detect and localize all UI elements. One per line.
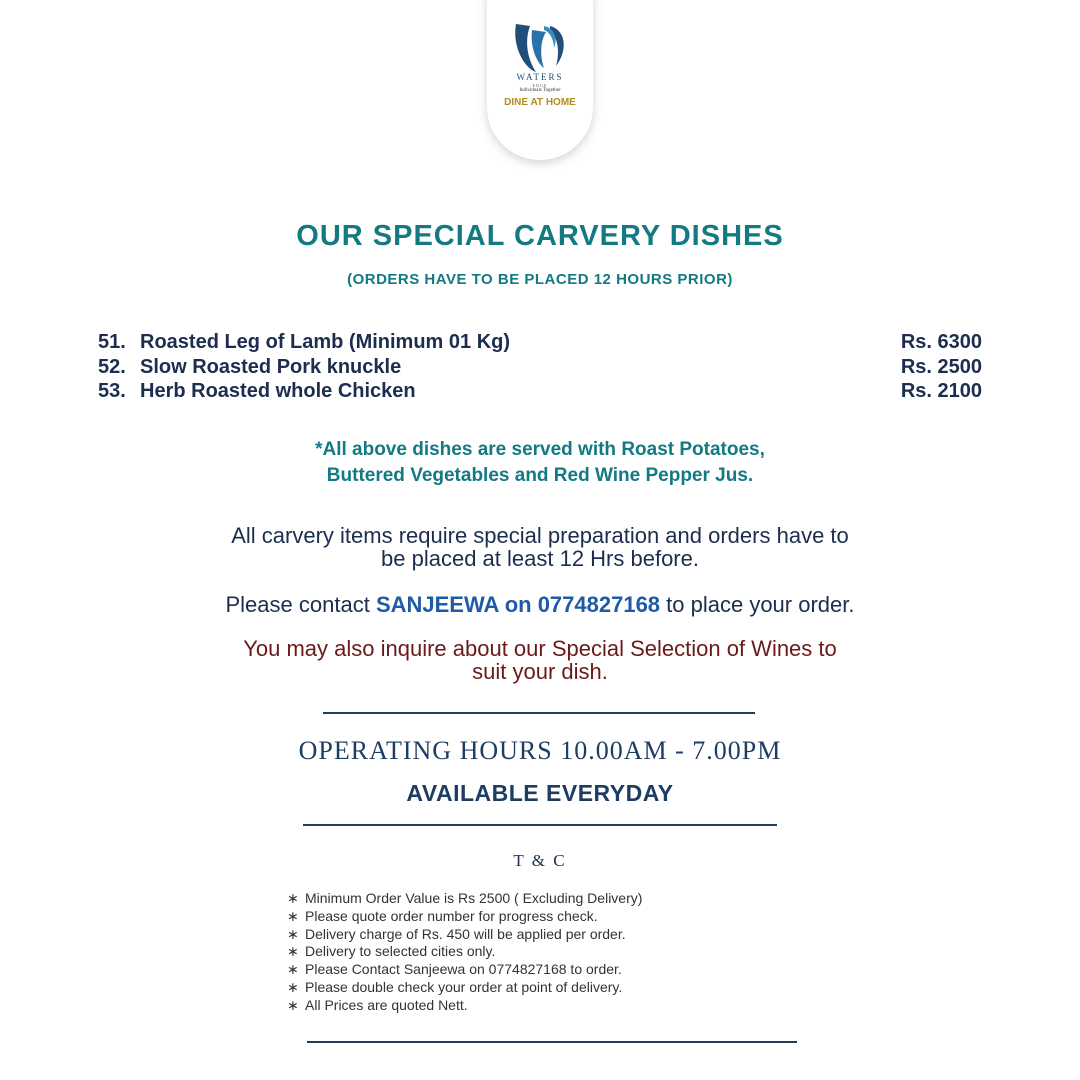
dish-name: Slow Roasted Pork knuckle [140,356,402,378]
list-item [287,961,642,979]
preparation-notice [0,524,1080,570]
brand-tagline: Individuals Together [519,88,561,93]
terms-title: T & C [513,851,567,870]
preparation-line: All carvery items require special preparation and orders have to [231,523,849,548]
term-text: Please double check your order at point of delivery. [305,978,623,995]
list-item [287,997,642,1015]
preparation-line: be placed at least 12 Hrs before. [381,546,699,571]
term-text: Delivery charge of Rs. 450 will be applied per order. [305,925,626,942]
wines-line: You may also inquire about our Special Selection of Wines to [243,636,837,661]
term-text: Delivery to selected cities only. [305,943,496,960]
bullet-icon: ∗ [287,961,299,978]
dine-at-home-label: DINE AT HOME [504,97,576,108]
contact-before: Please contact [225,592,376,617]
bullet-icon: ∗ [287,943,299,960]
note-line: *All above dishes are served with Roast Potatoes, [315,439,765,460]
page-subtitle: (ORDERS HAVE TO BE PLACED 12 HOURS PRIOR) [347,271,733,288]
bullet-icon: ∗ [287,925,299,942]
operating-hours: OPERATING HOURS 10.00AM - 7.00PM [298,736,782,765]
dish-row [98,331,982,356]
term-text: Minimum Order Value is Rs 2500 ( Excluding Delivery) [305,890,643,906]
dish-price: Rs. 6300 [900,331,982,353]
dish-price: Rs. 2500 [900,356,982,378]
term-text: Please quote order number for progress check. [305,907,598,924]
page-title: OUR SPECIAL CARVERY DISHES [296,220,784,252]
bullet-icon: ∗ [287,907,299,924]
wines-notice [0,637,1080,683]
logo-badge [487,0,593,160]
availability: AVAILABLE EVERYDAY [406,780,674,806]
dish-number: 51. [98,331,126,353]
bullet-icon: ∗ [287,996,299,1013]
waters-logo-icon [510,16,570,76]
terms-list [287,890,642,1015]
dish-row [98,356,982,381]
divider [303,824,777,826]
served-with-note [0,437,1080,489]
dish-number: 52. [98,356,126,378]
list-item [287,908,642,926]
divider [307,1041,797,1043]
wines-line: suit your dish. [472,659,608,684]
divider [323,712,755,714]
term-text: Please Contact Sanjeewa on 0774827168 to order. [305,961,622,978]
dish-name: Roasted Leg of Lamb (Minimum 01 Kg) [140,331,511,353]
list-item [287,890,642,908]
dish-price: Rs. 2100 [900,380,982,402]
list-item [287,943,642,961]
contact-line [0,592,1080,618]
contact-after: to place your order. [660,592,855,617]
brand-name: WATERS [516,72,564,82]
list-item [287,979,642,997]
dish-number: 53. [98,380,126,402]
dish-row [98,380,982,405]
bullet-icon: ∗ [287,978,299,995]
list-item [287,926,642,944]
brand-sub: EDGE [532,83,548,88]
bullet-icon: ∗ [287,890,299,906]
contact-highlight: SANJEEWA on 0774827168 [375,592,661,617]
dish-name: Herb Roasted whole Chicken [140,380,416,402]
term-text: All Prices are quoted Nett. [305,996,468,1013]
note-line: Buttered Vegetables and Red Wine Pepper Jus. [326,465,754,486]
